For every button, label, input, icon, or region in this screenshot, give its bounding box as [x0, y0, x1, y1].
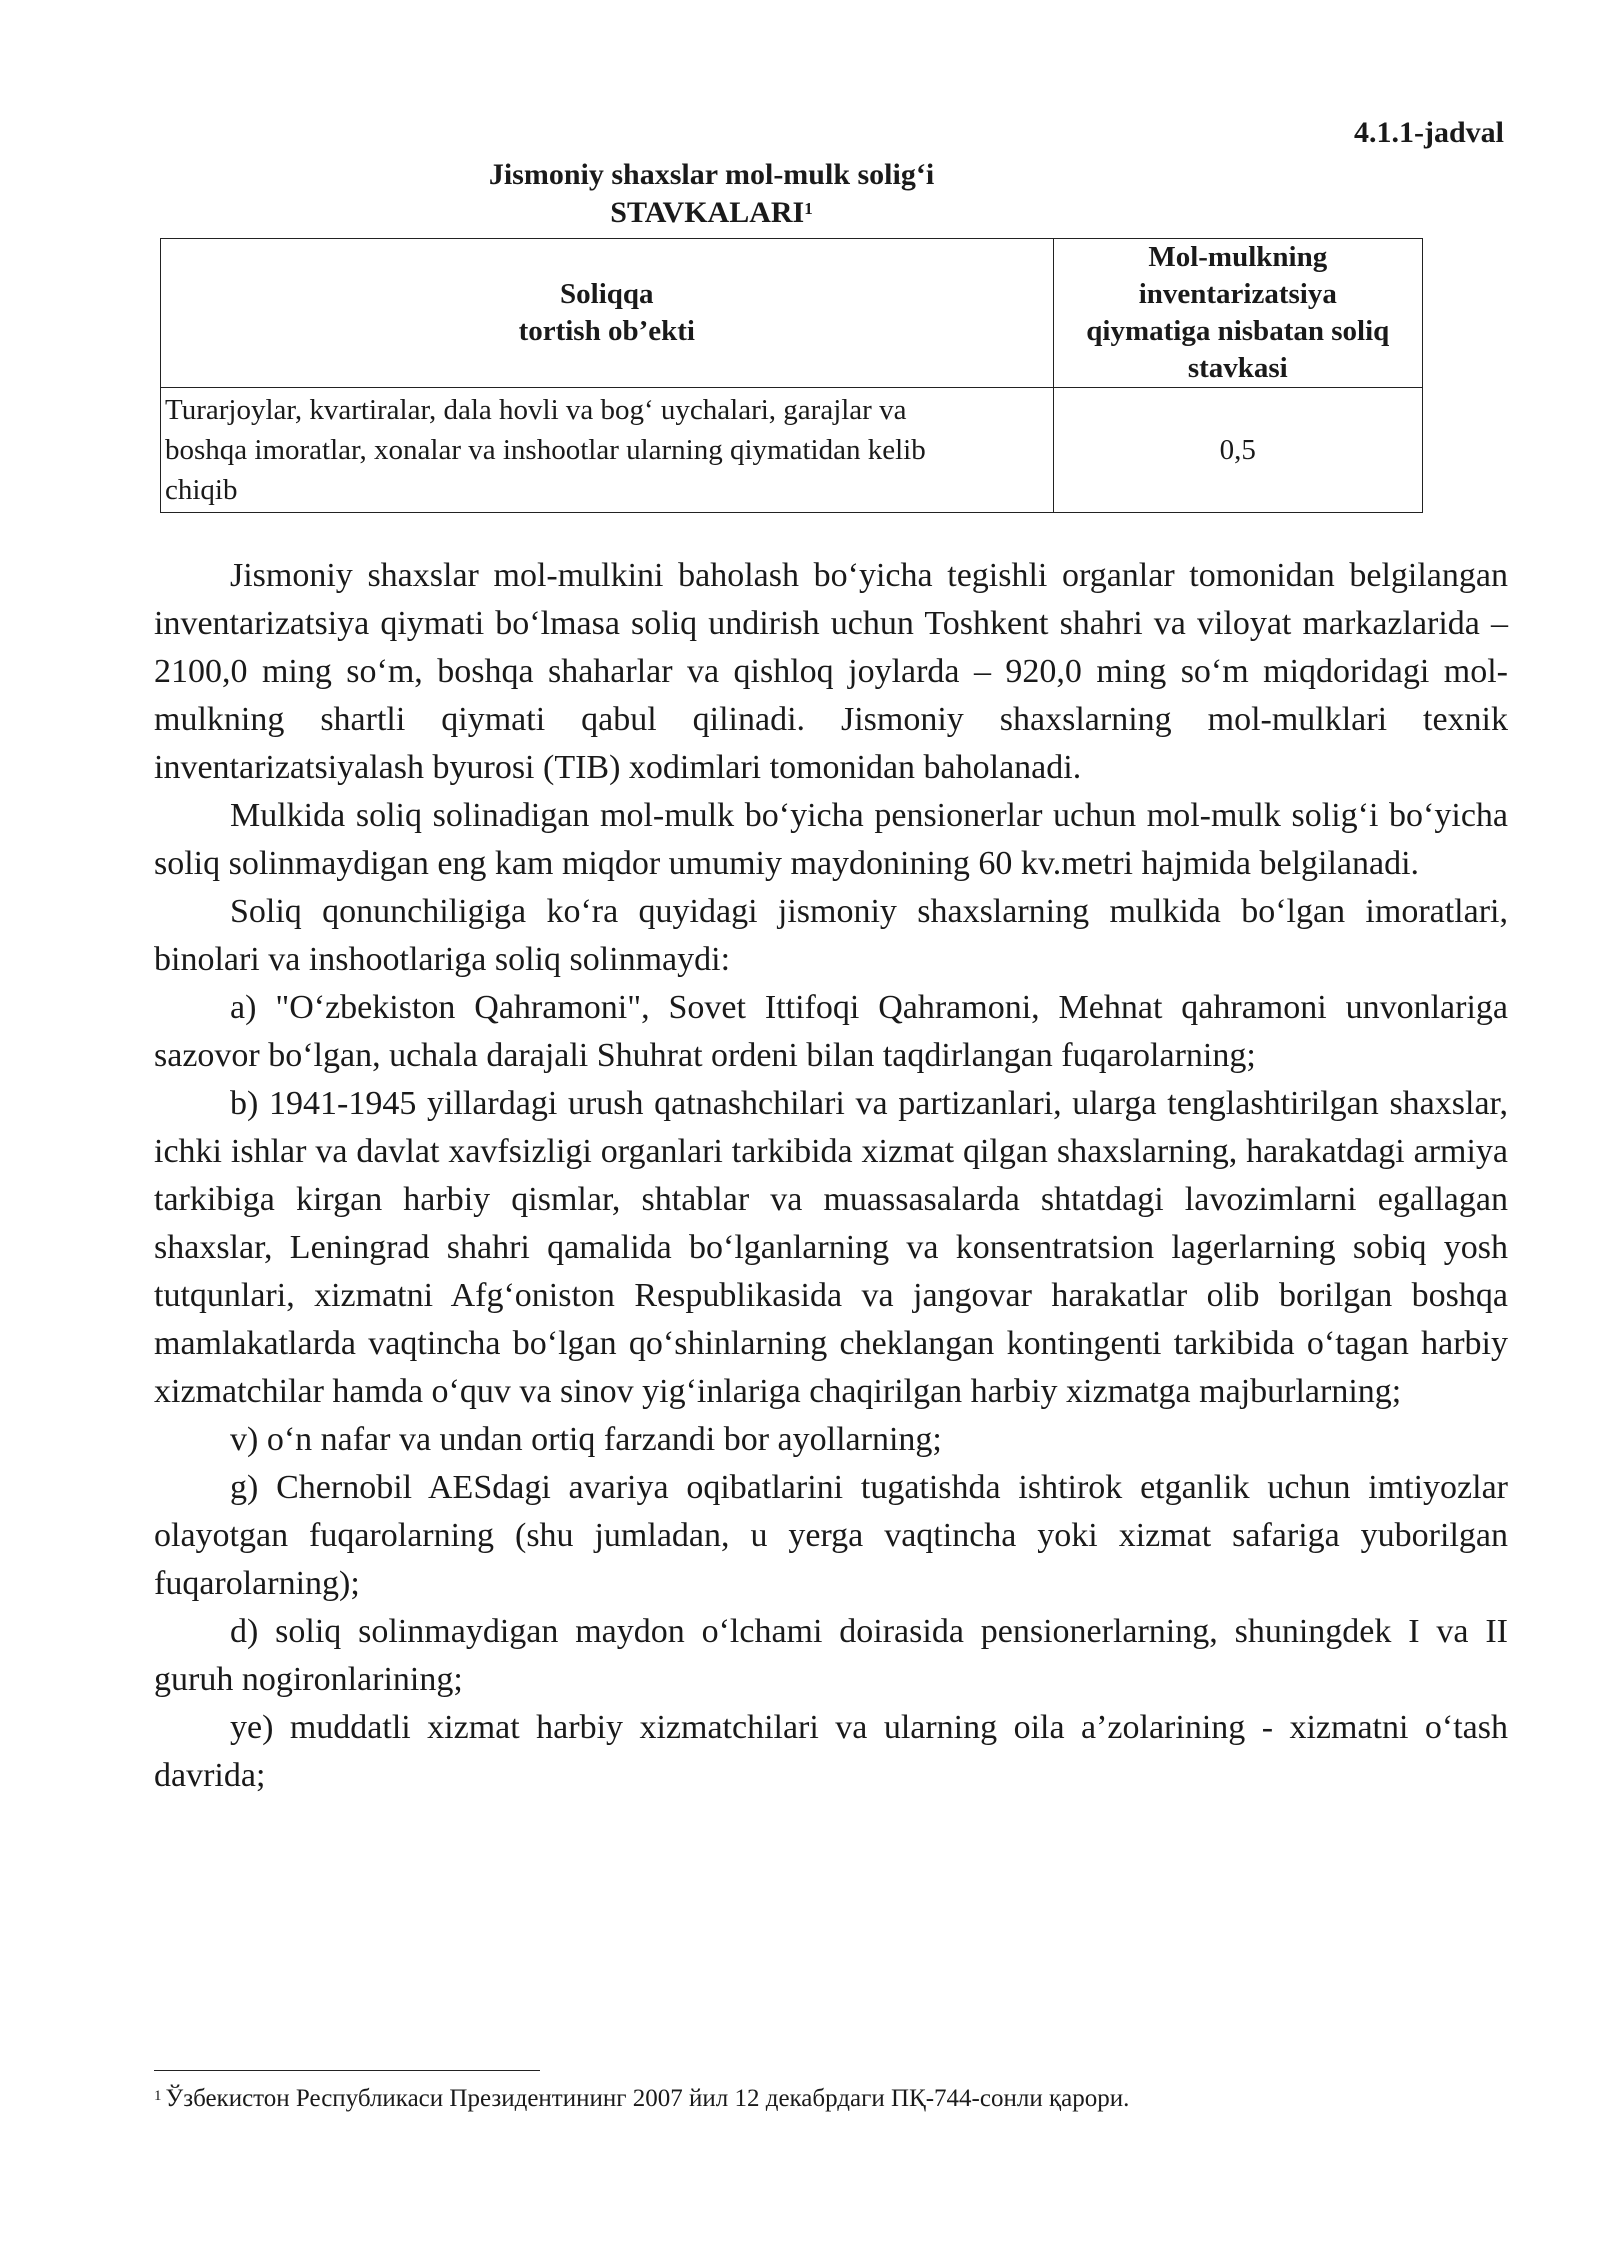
cell-object-line: chiqib — [165, 474, 238, 506]
paragraph-exemption-ye: ye) muddatli xizmat harbiy xizmatchilari va ularning oila a’zolarining - xizmatni o‘tash davrida; — [154, 1709, 1508, 1794]
footnote-reference[interactable]: 1 — [804, 199, 813, 218]
footnote-number: 1 — [154, 2088, 162, 2104]
paragraph-exemption-v: v) o‘n nafar va undan ortiq farzandi bor ayollarning; — [230, 1421, 942, 1458]
paragraph-exemption-g: g) Chernobil AESdagi avariya oqibatlarini tugatishda ishtirok etganlik uchun imtiyozlar olayotgan fuqarolarning (shu jumladan, u yerga vaqtincha yoki xizmat safariga yuborilgan fuqarolarning); — [154, 1469, 1508, 1602]
footnote-text: Ўзбекистон Республикаси Президентининг 2007 йил 12 декабрдаги ПҚ-744-сонли қарори. — [165, 2085, 1130, 2112]
body-text — [154, 552, 1508, 1800]
table-header-row — [161, 239, 1423, 388]
paragraph-valuation: Jismoniy shaxslar mol-mulkini baholash bo‘yicha tegishli organlar tomonidan belgilangan inventarizatsiya qiymati bo‘lmasa soliq undirish uchun Toshkent shahri va viloyat markazlarida – 2100,0 ming so‘m, boshqa shaharlar va qishloq joylarda – 920,0 ming so‘m miqdoridagi mol-mulkning shartli qiymati qabul qilinadi. Jismoniy shaxslarning mol-mulklari texnik inventarizatsiyalash byurosi (TIB) xodimlari tomonidan baholanadi. — [154, 557, 1508, 786]
header-col2-line: Mol-mulkning — [1148, 241, 1328, 273]
tax-rates-table — [160, 238, 1423, 513]
cell-tax-rate: 0,5 — [1053, 388, 1422, 513]
header-col1-line: Soliqqa — [560, 278, 654, 310]
paragraph-exemption-a: a) "O‘zbekiston Qahramoni", Sovet Ittifoqi Qahramoni, Mehnat qahramoni unvonlariga sazovor bo‘lgan, uchala darajali Shuhrat ordeni bilan taqdirlangan fuqarolarning; — [154, 989, 1508, 1074]
header-tax-rate — [1053, 239, 1422, 388]
paragraph-exemption-d: d) soliq solinmaydigan maydon o‘lchami doirasida pensionerlarning, shuningdek I va II guruh nogironlarining; — [154, 1613, 1508, 1698]
paragraph-pensioners: Mulkida soliq solinadigan mol-mulk bo‘yicha pensionerlar uchun mol-mulk solig‘i bo‘yicha soliq solinmaydigan eng kam miqdor umumiy maydonining 60 kv.metri hajmida belgilanadi. — [154, 797, 1508, 882]
table-title-stavkalari: STAVKALARI — [610, 196, 805, 229]
cell-taxable-object — [161, 388, 1054, 513]
paragraph-exemption-b: b) 1941-1945 yillardagi urush qatnashchilari va partizanlari, ularga tenglashtirilgan shaxslar, ichki ishlar va davlat xavfsizligi organlari tarkibida xizmat qilgan shaxslarning, harakatdagi armiya tarkibiga kirgan harbiy qismlar, shtablar va muassasalarda shtatdagi lavozimlarni egallagan shaxslar, Leningrad shahri qamalida bo‘lganlarning va konsentratsion lagerlarning sobiq yosh tutqunlari, xizmatni Afg‘oniston Respublikasida va jangovar harakatlar olib borilgan boshqa mamlakatlarda vaqtincha bo‘lgan qo‘shinlarning cheklangan kontingenti tarkibida o‘tagan harbiy xizmatchilar hamda o‘quv va sinov yig‘inlariga chaqirilgan harbiy xizmatga majburlarning; — [154, 1085, 1508, 1410]
footnote-separator — [154, 2070, 540, 2071]
cell-object-line: Turarjoylar, kvartiralar, dala hovli va bog‘ uychalari, garajlar va — [165, 394, 907, 426]
header-col2-line: stavkasi — [1187, 352, 1288, 384]
cell-object-line: boshqa imoratlar, xonalar va inshootlar ularning qiymatidan kelib — [165, 434, 926, 466]
footnote — [154, 2082, 1129, 2116]
header-col2-line: qiymatiga nisbatan soliq — [1086, 315, 1390, 347]
table-row — [161, 388, 1423, 513]
table-label: 4.1.1-jadval — [1354, 116, 1504, 149]
paragraph-exemptions-intro: Soliq qonunchiligiga ko‘ra quyidagi jismoniy shaxslarning mulkida bo‘lgan imoratlari, binolari va inshootlariga soliq solinmaydi: — [154, 893, 1508, 978]
header-taxable-object — [161, 239, 1054, 388]
header-col2-line: inventarizatsiya — [1138, 278, 1337, 310]
table-title-line2 — [160, 194, 1263, 232]
header-col1-line: tortish ob’ekti — [518, 315, 695, 347]
table-title-line1: Jismoniy shaxslar mol-mulk solig‘i — [488, 158, 935, 191]
